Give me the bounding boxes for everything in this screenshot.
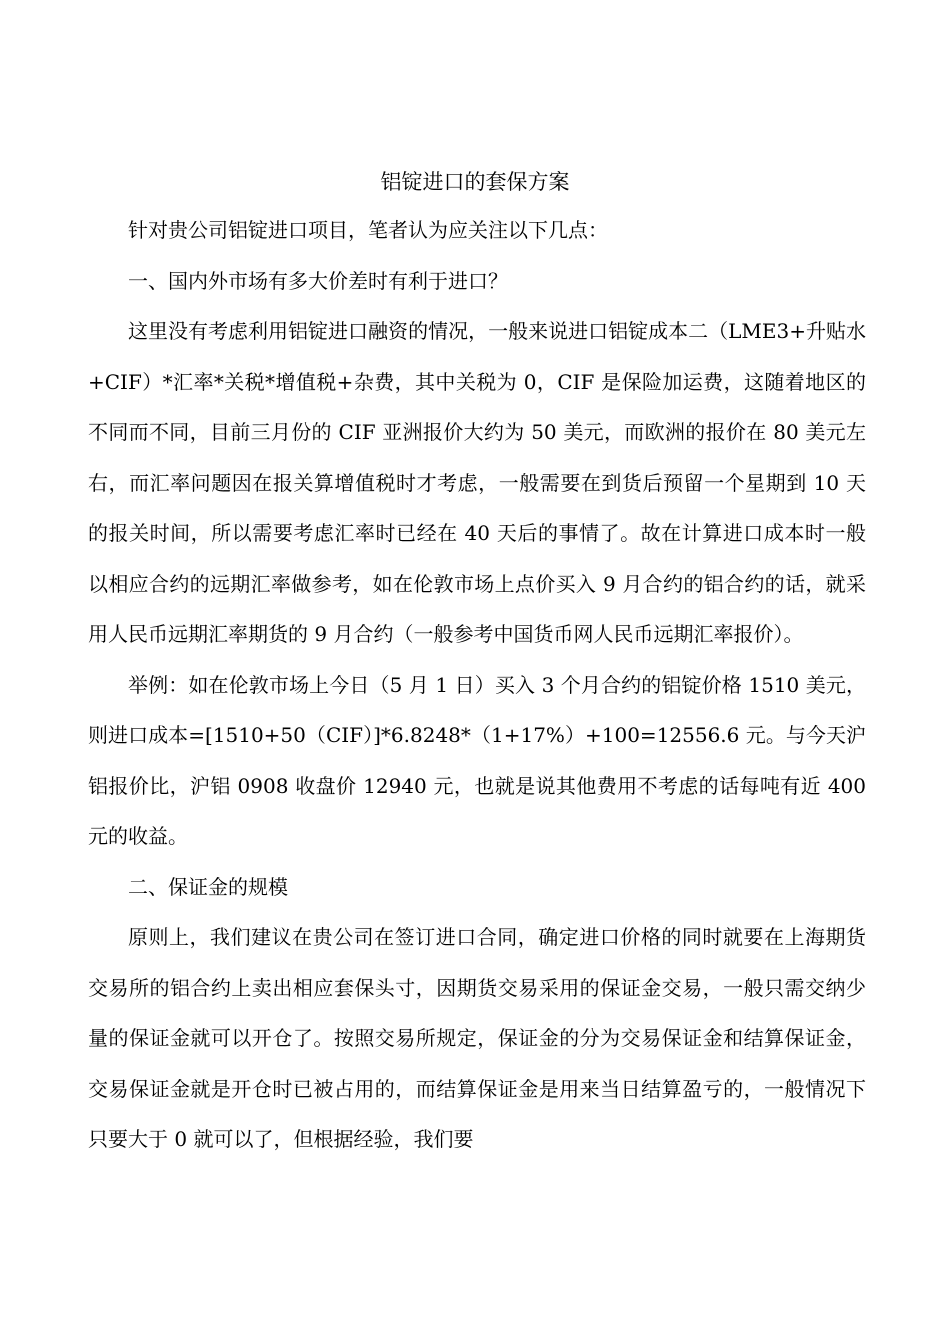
paragraph-margin: 原则上，我们建议在贵公司在签订进口合同，确定进口价格的同时就要在上海期货交易所的铝合约上卖出相应套保头寸，因期货交易采用的保证金交易，一般只需交纳少量的保证金就可以开仓了。按照交易所规定，保证金的分为交易保证金和结算保证金，交易保证金就是开仓时已被占用的，而结算保证金是用来当日结算盈亏的，一般情况下只要大于 0 就可以了，但根据经验，我们要: [88, 925, 866, 1151]
section-heading-1: 一、国内外市场有多大价差时有利于进口？: [128, 268, 508, 293]
paragraph-example: 举例：如在伦敦市场上今日（5 月 1 日）买入 3 个月合约的铝锭价格 1510 美元，则进口成本=[1510+50（CIF）]*6.8248*（1+17%）+100=12556.6 元。与今天沪铝报价比，沪铝 0908 收盘价 12940 元，也就是说其他费用不考虑的话每吨有近 400 元的收益。: [88, 672, 866, 848]
paragraph-intro: 针对贵公司铝锭进口项目，笔者认为应关注以下几点：: [128, 218, 608, 242]
document-body: [88, 205, 866, 1165]
section-heading-2: 二、保证金的规模: [128, 874, 288, 899]
document-title: 铝锭进口的套保方案: [380, 170, 570, 194]
paragraph-cost-explanation: 这里没有考虑利用铝锭进口融资的情况，一般来说进口铝锭成本二（LME3+升贴水+CIF）*汇率*关税*增值税+杂费，其中关税为 0，CIF 是保险加运费，这随着地区的不同而不同，目前三月份的 CIF 亚洲报价大约为 50 美元，而欧洲的报价在 80 美元左右，而汇率问题因在报关算增值税时才考虑，一般需要在到货后预留一个星期到 10 天的报关时间，所以需要考虑汇率时已经在 40 天后的事情了。故在计算进口成本时一般以相应合约的远期汇率做参考，如在伦敦市场上点价买入 9 月合约的铝合约的话，就采用人民币远期汇率期货的 9 月合约（一般参考中国货币网人民币远期汇率报价）。: [88, 319, 866, 646]
